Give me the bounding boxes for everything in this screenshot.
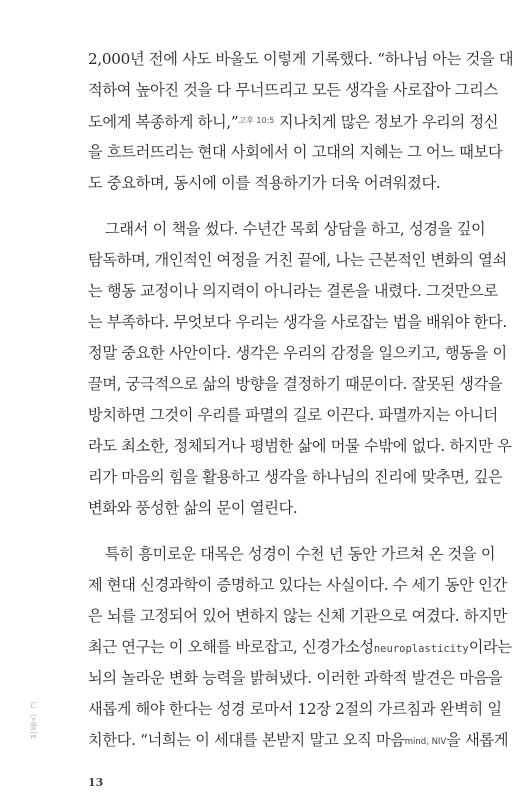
english-term: neuroplasticity xyxy=(373,643,469,655)
text-line: 을 흐트러뜨리는 현대 사회에서 이 고대의 지혜는 그 어느 때보다 xyxy=(88,143,503,161)
text-line: 탐독하며, 개인적인 여정을 거친 끝에, 나는 근본적인 변화의 열쇠 xyxy=(88,251,507,269)
text-segment: 치한다. “너희는 이 세대를 본받지 말고 오직 마음 xyxy=(88,731,405,749)
text-line: 방치하면 그것이 우리를 파멸의 길로 이끈다. 파멸까지는 아니더 xyxy=(88,406,498,424)
text-line: 그래서 이 책을 썼다. 수년간 목회 상담을 하고, 성경을 깊이 xyxy=(105,220,486,238)
text-line: 끌며, 궁극적으로 삶의 방향을 결정하기 때문이다. 잘못된 생각을 xyxy=(88,375,503,393)
text-line: 변화와 풍성한 삶의 문이 열린다. xyxy=(88,499,298,517)
text-segment: 최근 연구는 이 오해를 바로잡고, 신경가소성 xyxy=(88,638,374,656)
page-number: 13 xyxy=(88,776,104,789)
bible-reference: 고후 10:5 xyxy=(238,116,275,125)
text-line: 리가 마음의 힘을 활용하고 생각을 하나님의 진리에 맞추면, 깊은 xyxy=(88,468,503,486)
text-line xyxy=(88,637,512,659)
text-line xyxy=(88,730,509,752)
text-line: 뇌의 놀라운 변화 능력을 밝혀냈다. 이러한 과학적 발견은 마음을 xyxy=(88,669,503,687)
text-line: 정말 중요한 사안이다. 생각은 우리의 감정을 일으키고, 행동을 이 xyxy=(88,344,507,362)
text-line: 는 행동 교정이나 의지력이 아니라는 결론을 내렸다. 그것만으로 xyxy=(88,282,498,300)
text-line: 은 뇌를 고정되어 있어 변하지 않는 신체 기관으로 여겼다. 하지만 xyxy=(88,607,507,625)
text-segment: 을 새롭게 xyxy=(446,731,509,749)
text-line: 는 부족하다. 무엇보다 우리는 생각을 사로잡는 법을 배워야 한다. xyxy=(88,313,507,331)
text-line: 적하여 높아진 것을 다 무너뜨리고 모든 생각을 사로잡아 그리스 xyxy=(88,81,498,99)
running-head: 브롬스 그 xyxy=(29,700,38,740)
text-line: 특히 흥미로운 대목은 성경이 수천 년 동안 가르쳐 온 것을 이 xyxy=(105,545,496,563)
text-segment: 지나치게 많은 정보가 우리의 정신 xyxy=(278,113,499,131)
text-line: 도 중요하며, 동시에 이를 적용하기가 더욱 어려워졌다. xyxy=(88,174,441,192)
text-segment: 도에게 복종하게 하니,” xyxy=(88,113,239,131)
text-line: 2,000년 전에 사도 바울도 이렇게 기록했다. “하나님 아는 것을 대 xyxy=(88,50,513,68)
text-line: 새롭게 해야 한다는 성경 로마서 12장 2절의 가르침과 완벽히 일 xyxy=(88,700,502,718)
text-line: 제 현대 신경과학이 증명하고 있다는 사실이다. 수 세기 동안 인간 xyxy=(88,576,507,594)
text-line xyxy=(88,111,499,132)
version-note: mind, NIV xyxy=(404,737,447,747)
text-segment: 이라는 xyxy=(468,638,512,656)
text-line: 라도 최소한, 정체되거나 평범한 삶에 머물 수밖에 없다. 하지만 우 xyxy=(88,437,512,455)
